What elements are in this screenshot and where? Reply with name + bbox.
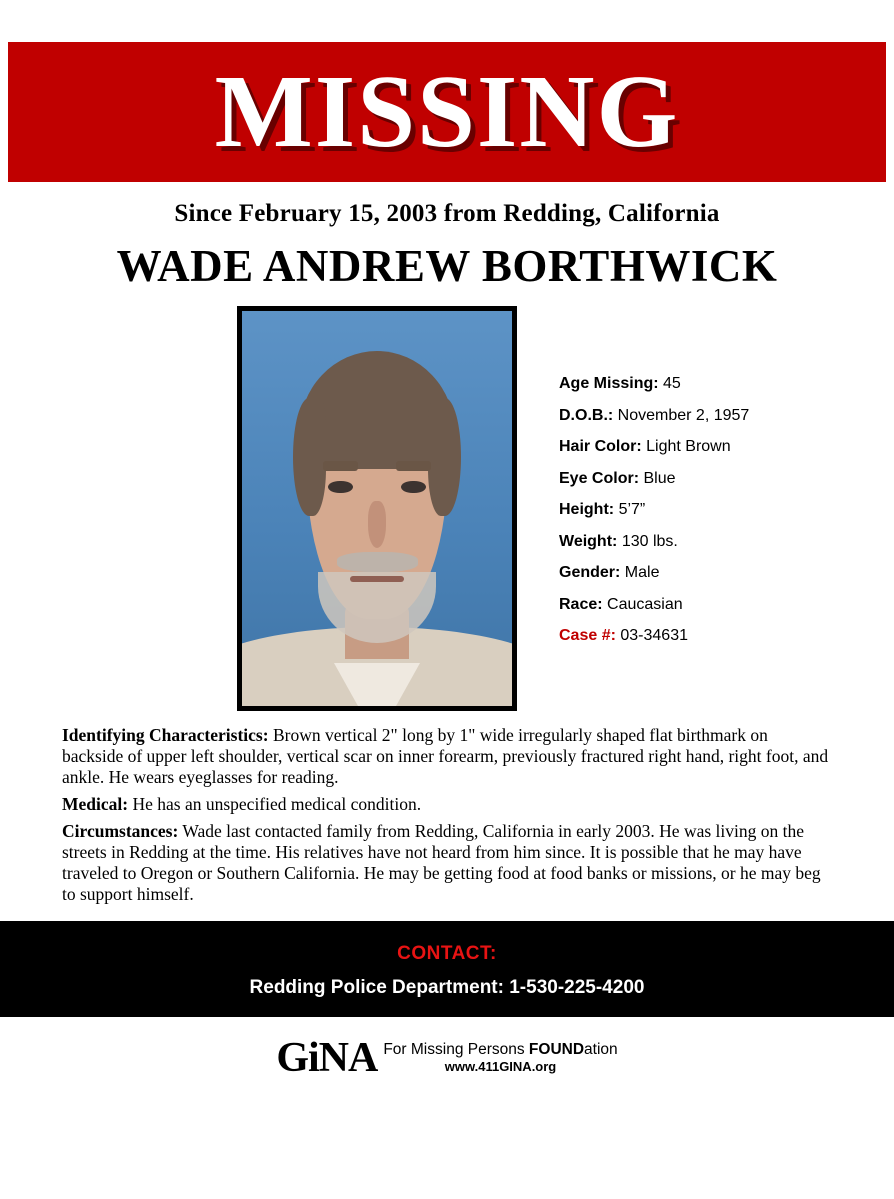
detail-value: 03-34631 — [620, 627, 688, 644]
contact-bar — [0, 921, 894, 1017]
detail-label: Gender: — [559, 564, 621, 581]
circumstances-text: Wade last contacted family from Redding, California in early 2003. He was living on the streets in Redding at the time. His relatives have not heard from him since. It is possible that he may have traveled to Oregon or Southern California. He may be getting food at food banks or missions, or he may beg to support himself. — [62, 821, 821, 904]
detail-label: Hair Color: — [559, 438, 642, 455]
gina-logo-tagline-group — [383, 1037, 617, 1074]
detail-value: 45 — [663, 375, 681, 392]
gina-tagline — [383, 1041, 617, 1058]
identifying-characteristics — [62, 725, 832, 788]
tagline-bold: FOUND — [528, 1041, 585, 1058]
identifying-characteristics-text: Brown vertical 2" long by 1" wide irregularly shaped flat birthmark on backside of upper left shoulder, vertical scar on inner forearm, previously fractured right hand, right foot, and ankle. He wears eyeglasses for reading. — [62, 725, 829, 787]
detail-race — [559, 589, 749, 621]
detail-label: Weight: — [559, 532, 618, 550]
tagline-pre: For Missing Persons — [383, 1041, 529, 1058]
detail-value: 130 lbs. — [621, 532, 678, 550]
detail-label: Age Missing: — [559, 375, 659, 392]
person-photo — [237, 306, 517, 711]
detail-label: Race: — [559, 595, 603, 613]
detail-age-missing — [559, 368, 749, 400]
detail-label: Eye Color: — [559, 469, 640, 487]
detail-gender — [559, 557, 749, 589]
detail-label: Height: — [559, 501, 615, 518]
detail-label: Case #: — [559, 627, 616, 644]
detail-hair-color — [559, 431, 749, 463]
missing-banner — [8, 42, 886, 182]
circumstances — [62, 821, 832, 905]
detail-height — [559, 494, 749, 526]
since-line: Since February 15, 2003 from Redding, California — [174, 200, 720, 227]
missing-person-poster — [0, 42, 894, 1199]
medical — [62, 794, 832, 815]
photo-and-details — [0, 306, 894, 711]
details-list — [559, 306, 749, 652]
banner-title: MISSING — [214, 54, 680, 169]
detail-value: Caucasian — [607, 595, 683, 613]
gina-website-url: www.411GINA.org — [444, 1059, 557, 1074]
medical-label: Medical: — [62, 794, 129, 814]
contact-title: CONTACT: — [397, 943, 497, 964]
detail-eye-color — [559, 463, 749, 495]
detail-label: D.O.B.: — [559, 406, 614, 424]
detail-case-number — [559, 620, 749, 652]
detail-value: Blue — [643, 469, 676, 487]
contact-phone-line: Redding Police Department: 1-530-225-4200 — [249, 977, 645, 998]
circumstances-label: Circumstances: — [62, 821, 179, 841]
tagline-post: ation — [584, 1041, 618, 1058]
gina-logo-text: GiNA — [276, 1035, 378, 1081]
detail-dob — [559, 400, 749, 432]
detail-value: 5’7” — [618, 501, 646, 518]
page-title: WADE ANDREW BORTHWICK — [116, 241, 778, 291]
footer-logo — [0, 1037, 894, 1079]
detail-value: Light Brown — [646, 438, 731, 455]
identifying-characteristics-label: Identifying Characteristics: — [62, 725, 269, 745]
detail-weight — [559, 526, 749, 558]
medical-text: He has an unspecified medical condition. — [132, 794, 422, 814]
detail-value: Male — [624, 564, 660, 581]
narrative-section — [62, 725, 832, 905]
detail-value: November 2, 1957 — [617, 406, 750, 424]
